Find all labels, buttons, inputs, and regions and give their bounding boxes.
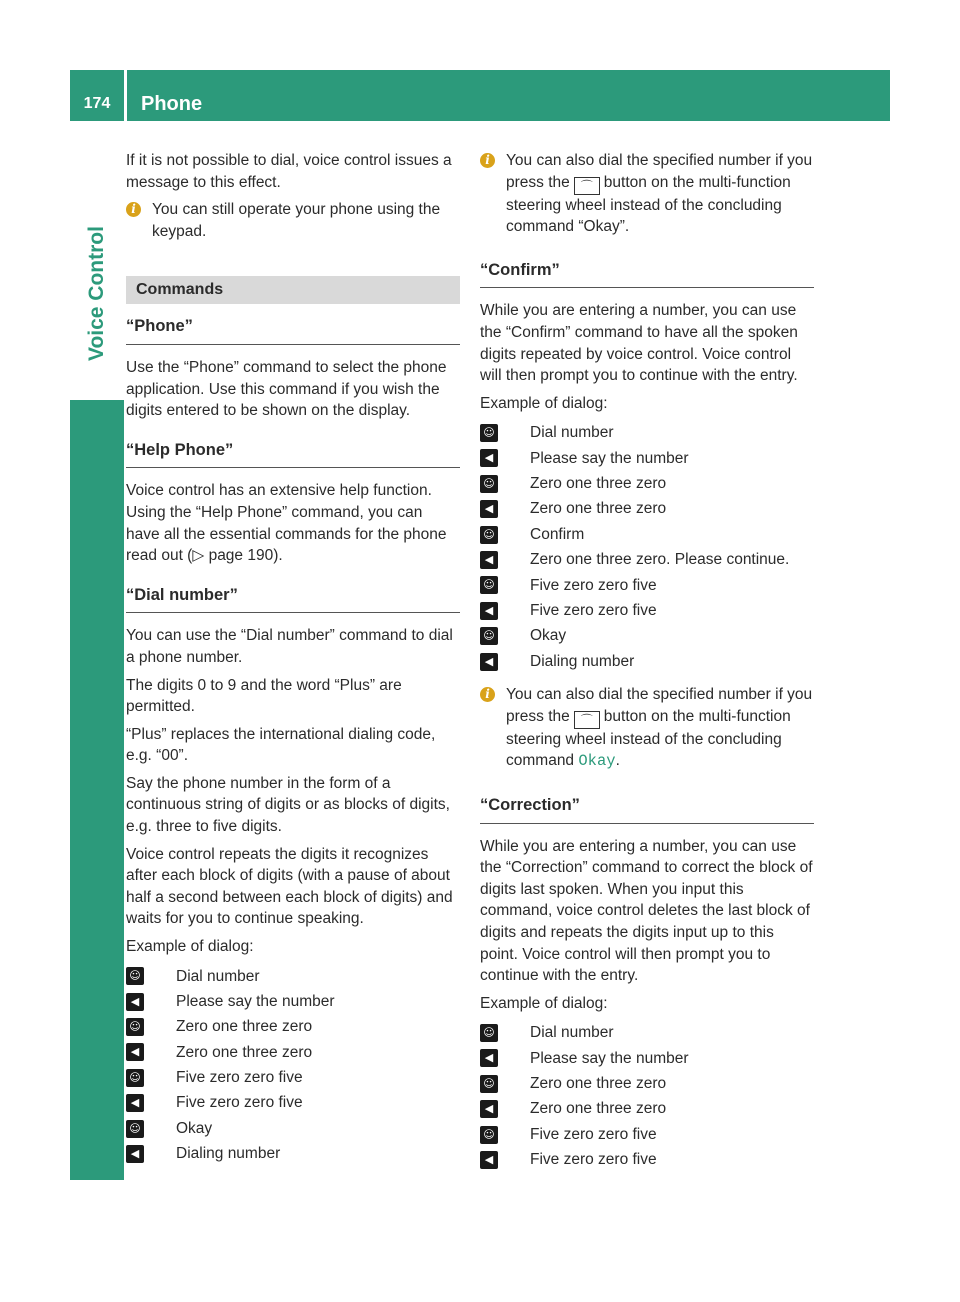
dialog-line [480,471,814,496]
dial-text-5: Voice control repeats the digits it recognizes after each block of digits (with a pause of about half a second between each block of digits) and waits for you to continue speaking. [126,845,453,928]
section-title: Phone [141,93,203,115]
speaking-person-icon: ☺ [480,1126,498,1144]
dialog-text: Confirm [530,525,585,543]
dialog-line [480,446,814,471]
speaking-person-icon: ☺ [480,475,498,493]
dialog-line [480,649,814,674]
dialog-text: Zero one three zero [530,1100,667,1118]
speaking-person-icon: ☺ [480,526,498,544]
dialog-text: Zero one three zero [176,1018,313,1036]
dialog-line [480,623,814,648]
confirm-heading: “Confirm” [480,260,814,289]
dialog-text: Please say the number [176,992,335,1010]
speaking-person-icon: ☺ [480,1075,498,1093]
speaker-icon: ◀ [480,551,498,569]
phone-heading: “Phone” [126,316,460,345]
speaker-icon: ◀ [126,1043,144,1061]
dialog-text: Dial number [176,967,260,985]
dialog-text: Five zero zero five [530,601,657,619]
phone-handset-icon: ⌒ [574,177,600,195]
dialog-line [480,1046,814,1071]
speaker-icon: ◀ [126,1094,144,1112]
dialog-text: Okay [530,627,567,645]
dial-text-2: The digits 0 to 9 and the word “Plus” are permitted. [126,676,402,716]
dialog-text: Zero one three zero [530,475,667,493]
dialog-text: Five zero zero five [530,1125,657,1143]
help-phone-heading: “Help Phone” [126,440,460,469]
info-note: i You can also dial the specified number if you press the ⌒ button on the multi-function steering wheel instead of the concluding command “Okay”. [480,150,814,238]
dialog-text: Five zero zero five [176,1069,303,1087]
side-tab: Voice Control [85,226,108,361]
page-number: 174 [83,95,111,112]
dial-text-4: Say the phone number in the form of a continuous string of digits or as blocks of digits, e.g. three to five digits. [126,774,450,836]
dialog-text: Okay [176,1119,213,1137]
speaking-person-icon: ☺ [480,627,498,645]
dialog-text: Zero one three zero. Please continue. [530,551,790,569]
dialog-text: Five zero zero five [530,1151,657,1169]
speaking-person-icon: ☺ [126,967,144,985]
dialog-text: Dial number [530,424,614,442]
dialog-line [480,573,814,598]
dialog-text: Dialing number [176,1145,281,1163]
intro-text: If it is not possible to dial, voice control issues a message to this effect. [126,152,452,191]
dialog-line [480,1147,814,1172]
speaking-person-icon: ☺ [126,1069,144,1087]
dialog-line [480,1071,814,1096]
dialog-line [126,1091,460,1116]
example-label: Example of dialog: [480,394,608,412]
speaker-icon: ◀ [480,1049,498,1067]
confirm-text: While you are entering a number, you can use the “Confirm” command to have all the spoken digits repeated by voice control. Voice control will then prompt you to continue with the entry. [480,302,798,385]
dialog-line [480,420,814,445]
confirm-dialog [480,420,814,674]
dial-text-1: You can use the “Dial number” command to dial a phone number. [126,627,453,666]
speaker-icon: ◀ [126,1145,144,1163]
dialog-line [480,598,814,623]
dialog-text: Dial number [530,1024,614,1042]
speaking-person-icon: ☺ [480,1024,498,1042]
dialog-line [480,497,814,522]
speaker-icon: ◀ [480,449,498,467]
dialog-line [126,1014,460,1039]
dialog-line [480,522,814,547]
speaker-icon: ◀ [480,602,498,620]
speaker-icon: ◀ [480,653,498,671]
dialog-text: Zero one three zero [176,1043,313,1061]
dial-number-heading: “Dial number” [126,585,460,614]
speaker-icon: ◀ [480,1100,498,1118]
left-column [126,150,460,1167]
speaking-person-icon: ☺ [480,424,498,442]
right-column [480,150,814,1173]
phone-handset-icon: ⌒ [574,711,600,729]
dialog-text: Zero one three zero [530,1075,667,1093]
dialog-text: Dialing number [530,652,635,670]
correction-text: While you are entering a number, you can use the “Correction” command to correct the block of digits last spoken. When you input this command, voice control deletes the last block of digits and repeats the digits input up to this point. Voice control will then prompt you to continue with the entry. [480,837,813,985]
dialog-line [126,964,460,989]
dialog-text: Zero one three zero [530,500,667,518]
info-note: i You can also dial the specified number if you press the ⌒ button on the multi-function steering wheel instead of the concluding command Okay. [480,684,814,773]
speaker-icon: ◀ [126,993,144,1011]
example-label: Example of dialog: [480,994,608,1012]
commands-box: Commands [126,276,460,304]
dialog-text: Please say the number [530,449,689,467]
dialog-line [126,1065,460,1090]
info-icon: i [126,202,146,217]
correction-dialog [480,1020,814,1172]
dialog-line [126,1141,460,1166]
dialog-text: Five zero zero five [530,576,657,594]
dialog-line [480,1097,814,1122]
dial-dialog [126,964,460,1167]
dialog-line [480,547,814,572]
side-color-block [70,400,124,1180]
header-divider [124,70,127,121]
example-label: Example of dialog: [126,938,254,956]
dialog-text: Five zero zero five [176,1094,303,1112]
dialog-line [126,1040,460,1065]
dialog-line [480,1020,814,1045]
speaker-icon: ◀ [480,1151,498,1169]
dialog-text: Please say the number [530,1049,689,1067]
info-icon: i [480,687,500,702]
dialog-line [126,1116,460,1141]
speaking-person-icon: ☺ [480,576,498,594]
info-note: i You can still operate your phone using the keypad. [126,199,460,242]
dialog-line [480,1122,814,1147]
info-icon: i [480,153,500,168]
dialog-line [126,989,460,1014]
speaking-person-icon: ☺ [126,1018,144,1036]
dial-text-3: “Plus” replaces the international dialing code, e.g. “00”. [126,725,436,765]
speaker-icon: ◀ [480,500,498,518]
help-phone-text: Voice control has an extensive help function. Using the “Help Phone” command, you can have all the essential commands for the phone read out (▷ page 190). [126,482,447,565]
speaking-person-icon: ☺ [126,1120,144,1138]
correction-heading: “Correction” [480,795,814,824]
okay-command: Okay [578,752,616,771]
phone-text: Use the “Phone” command to select the phone application. Use this command if you wish the digits entered to be shown on the display. [126,358,447,420]
